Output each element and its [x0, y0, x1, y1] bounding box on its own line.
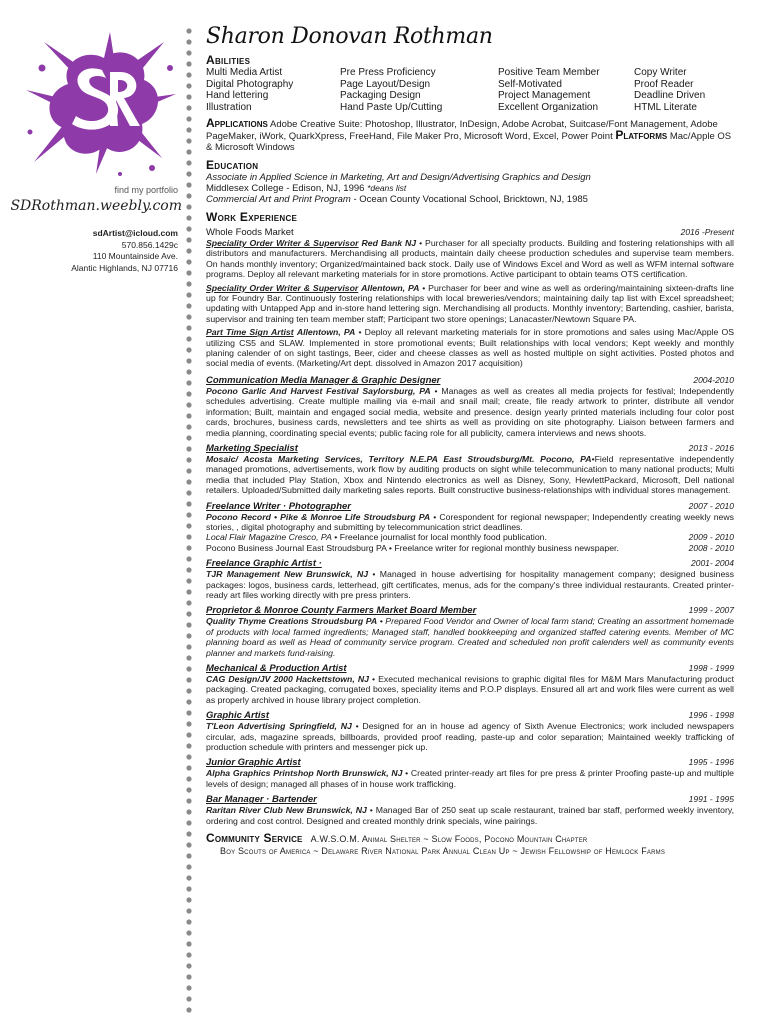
divider-dot	[186, 490, 191, 495]
divider-dot	[186, 303, 191, 308]
job-dates: 2001- 2004	[690, 558, 734, 569]
job-dates: 1999 - 2007	[688, 605, 734, 616]
job-dates: 2004-2010	[693, 374, 734, 385]
job-entry	[206, 757, 734, 789]
divider-dot	[186, 919, 191, 924]
divider-dot	[186, 61, 191, 66]
divider-dot	[186, 105, 191, 110]
job-dates: 1995 - 1996	[688, 757, 734, 768]
divider-dot	[186, 699, 191, 704]
ability-item: Page Layout/Design	[340, 78, 431, 90]
job-employer: Pocono Record • Pike & Monroe Life Stroudsburg PA	[206, 511, 431, 522]
divider-dot	[186, 996, 191, 1001]
applications-title: Applications	[206, 116, 268, 130]
ability-item: Positive Team Member	[498, 67, 600, 78]
email-address[interactable]: sdArtist@icloud.com	[92, 228, 178, 238]
divider-dot	[186, 160, 191, 165]
city-address: Alantic Highlands, NJ 07716	[71, 262, 178, 273]
job-title: Graphic Artist	[206, 710, 269, 722]
divider-dot	[186, 600, 191, 605]
divider-dot	[186, 50, 191, 55]
job-sub-line	[206, 532, 734, 542]
portfolio-link[interactable]: SDRothman.weebly.com	[10, 198, 182, 214]
community-section	[206, 832, 734, 857]
role-location: Allentown, PA	[361, 282, 420, 293]
job-role	[206, 283, 734, 325]
education-honor: *deans list	[367, 183, 407, 193]
abilities-title: Abilities	[206, 53, 251, 67]
role-location: Allentown, PA	[296, 327, 356, 338]
job-employer: Alpha Graphics Printshop North Brunswick, NJ	[206, 768, 403, 779]
divider-dot	[186, 974, 191, 979]
divider-dot	[186, 787, 191, 792]
job-title: Marketing Specialist	[206, 442, 298, 454]
divider-dot	[186, 644, 191, 649]
community-line-1: A.W.S.O.M. Animal Shelter ~ Slow Foods, Pocono Mountain Chapter	[310, 834, 588, 845]
divider-dot	[186, 468, 191, 473]
divider-dot	[186, 952, 191, 957]
job-title: Bar Manager · Bartender	[206, 794, 317, 806]
divider-dot	[186, 116, 191, 121]
divider-dot	[186, 633, 191, 638]
divider-dot	[186, 732, 191, 737]
role-location: Red Bank NJ	[361, 238, 417, 248]
job-entry	[206, 794, 734, 826]
divider-dot	[186, 853, 191, 858]
job-entry	[206, 558, 734, 600]
job-text: • Corespondent for regional newspaper; Independently creating weekly news stories, , digital photography and submitting by telecommunication strict deadlines.	[206, 511, 734, 532]
divider-dot	[186, 39, 191, 44]
platforms-text: Mac/Apple OS & Microsoft Windows	[206, 131, 732, 153]
divider-dot	[186, 875, 191, 880]
education-school	[206, 183, 734, 194]
divider-dot	[186, 897, 191, 902]
job-description	[206, 386, 734, 438]
street-address: 110 Mountainside Ave.	[92, 251, 178, 261]
role-text: • Deploy all relevant marketing materials for in store promotions and sales using Mac/Apple OS utilizing CS5 and SLAW. Implemented in store promotional events; Built relationships with local vendors; Kept weekly and monthly planing calender of on sight tastings, Beer, cider and cheese classes as well as hosted multiple on sight activities. Posted photos and social media of events. (Marketing/Art dept. dissolved in Amazon 2017 acquisition)	[206, 327, 734, 369]
divider-dot	[186, 710, 191, 715]
divider-dot	[186, 127, 191, 132]
divider-dot	[186, 369, 191, 374]
divider-dot	[186, 512, 191, 517]
divider-dot	[186, 1007, 191, 1012]
divider-dot	[186, 809, 191, 814]
phone-number: 570.856.1429c	[121, 239, 178, 250]
divider-dot	[186, 754, 191, 759]
job-role	[206, 238, 734, 280]
divider-dot	[186, 589, 191, 594]
divider-dot	[186, 578, 191, 583]
divider-dot	[186, 842, 191, 847]
ability-item: Proof Reader	[634, 78, 694, 90]
job-description	[206, 721, 734, 752]
divider-dot	[186, 336, 191, 341]
job-title: Freelance Writer · Photographer	[206, 500, 351, 512]
divider-dot	[186, 820, 191, 825]
job-title: Junior Graphic Artist	[206, 757, 301, 769]
role-text: • Purchaser for all specialty products. Building and fostering relationships with all distributors and manufacturers. Merchandising all products, maintain daily cheese production schedules and supervise team members. On hands monthly inventory; Organized/maintained back stock. Daily use of Windows Excel and Word as well as WFM internal software programs. Deploy all relevant marketing materials for in store promotions. Active participant to obtain teams OTS certification.	[206, 238, 734, 280]
job-text: •Field representative independently managed promotions, advertisements, work flow by auditing products on sight while telecommunication to many national products; Multi media that included Play Station, Xbox and Nintendo electronics as well as Disney, Sony, HewlettPackard, Microsoft, Dell national retailers. Uploaded/Submitted daily marketing sales reports. Built constructive business-relationships with individual stores management.	[206, 453, 734, 496]
divider-dot	[186, 864, 191, 869]
job-employer: Raritan River Club New Brunswick, NJ	[206, 805, 367, 816]
job-dates: 2009 - 2010	[688, 532, 734, 543]
divider-dot	[186, 831, 191, 836]
job-role	[206, 327, 734, 369]
divider-dot	[186, 325, 191, 330]
job-entry	[206, 663, 734, 705]
divider-dot	[186, 886, 191, 891]
job-entry	[206, 443, 734, 496]
job-text: • Managed Bar of 250 seat up scale restaurant, trained bar staff, performed weekly inventory, ordering and cost control. Designed and created monthly drink specials, wine pairings.	[206, 805, 734, 826]
job-title: Communication Media Manager & Graphic Designer	[206, 374, 441, 386]
divider-dot	[186, 743, 191, 748]
divider-dot	[186, 985, 191, 990]
ability-item: Pre Press Proficiency	[340, 67, 436, 78]
divider-dot	[186, 281, 191, 286]
resume-main	[206, 24, 734, 857]
resume-name: Sharon Donovan Rothman	[206, 24, 493, 49]
job-employer: CAG Design/JV 2000 Hackettstown, NJ	[206, 674, 369, 684]
job-title: Freelance Graphic Artist ·	[206, 558, 322, 570]
job-dates: 1998 - 1999	[688, 663, 734, 673]
role-title: Speciality Order Writer & Supervisor	[206, 282, 359, 293]
ability-item: Copy Writer	[634, 67, 687, 78]
divider-dot	[186, 138, 191, 143]
education-degree: Associate in Applied Science in Marketing, Art and Design/Advertising Graphics and Design	[206, 172, 591, 183]
job-employer: Local Flair Magazine Cresco, PA	[206, 532, 332, 543]
job-description	[206, 616, 734, 658]
applications-section	[206, 118, 734, 153]
divider-dot	[186, 424, 191, 429]
divider-dot	[186, 193, 191, 198]
divider-dot	[186, 941, 191, 946]
job-dates: 1996 - 1998	[688, 710, 734, 721]
divider-dot	[186, 457, 191, 462]
job-employer: T'Leon Advertising Springfield, NJ	[206, 721, 352, 732]
community-line-2: Boy Scouts of America ~ Delaware River National Park Annual Clean Up ~ Jewish Fellowship of Hemlock Farms	[220, 846, 666, 857]
divider-dot	[186, 908, 191, 913]
role-title: Part Time Sign Artist	[206, 327, 294, 338]
job-employer: Mosaic/ Acosta Marketing Services, Territory N.E.PA East Stroudsburg/Mt. Pocono, PA	[206, 453, 592, 464]
job-employer: Pocono Business Journal East Stroudsburg PA	[206, 542, 387, 553]
divider-dot	[186, 798, 191, 803]
divider-dot	[186, 567, 191, 572]
ability-item: Digital Photography	[206, 78, 294, 90]
divider-dot	[186, 611, 191, 616]
ability-item: Project Management	[498, 90, 591, 101]
ability-item: Excellent Organization	[498, 101, 599, 113]
job-text: • Executed mechanical revisions to graphic digital files for M&M Mars Manufacturing product packaging. Created packaging, corrugated boxes, speciality items and P.O.P displays. Ensured all art and work files were current as well as properly archived in house library project completion.	[206, 674, 734, 705]
job-entry	[206, 710, 734, 752]
job-description	[206, 512, 734, 533]
work-title: Work Experience	[206, 210, 298, 224]
job-title: Mechanical & Production Artist	[206, 663, 347, 674]
divider-dot	[186, 182, 191, 187]
sr-logo	[24, 28, 176, 178]
job-entry	[206, 605, 734, 658]
divider-dot	[186, 72, 191, 77]
job-description	[206, 569, 734, 600]
divider-dot	[186, 314, 191, 319]
job-text: • Managed in house advertising for hospitality management company; designed business packages: logos, business cards, letterhead, gift certificates, menus, ads for the company's three individual restaurants. Created printer-ready art files working directly with pre press printers.	[206, 569, 734, 600]
ability-item: Multi Media Artist	[206, 67, 283, 78]
job-title: Proprietor & Monroe County Farmers Market Board Member	[206, 605, 477, 617]
divider-dot	[186, 83, 191, 88]
job-entry	[206, 375, 734, 438]
ability-item: Packaging Design	[340, 90, 421, 101]
education-program-name: Commercial Art and Print Program	[206, 194, 351, 205]
divider-dot	[186, 226, 191, 231]
divider-dot	[186, 237, 191, 242]
job-sub-line	[206, 543, 734, 553]
platforms-title: Platforms	[615, 128, 668, 142]
education-program	[206, 194, 734, 205]
divider-dot	[186, 413, 191, 418]
divider-dot	[186, 545, 191, 550]
divider-dot	[186, 28, 191, 33]
ability-item: Hand Paste Up/Cutting	[340, 101, 443, 113]
ability-item: Illustration	[206, 101, 252, 113]
community-title: Community Service	[206, 831, 303, 846]
job-dates: 2016 -Present	[680, 227, 734, 237]
divider-dot	[186, 501, 191, 506]
job-text: • Designed for an in house ad agency of Sixth Avenue Electronics; work included newspapers circular, ads, magazine spreads, billboards, provided proof reading, paste-up and color separation; Maintained weekly trafficking of production schedule with printers and messenger pick up.	[206, 721, 735, 753]
role-text: • Purchaser for beer and wine as well as ordering/maintaining sixteen-drafts line up for Foundry Bar. Continuously fostering relationships with local breweries/vendors; maintaining daily tap list with Excel spreadsheet; updating with Untapped App and in-store hand lettering sign. Merchandising all products. Monthly inventory; Bartending, cashier, barista, supervisor and training ten team member staff; Participant two store openings; Lanacaster/Newtown Square PA.	[206, 282, 734, 324]
job-text: • Manages as well as creates all media projects for festival; Independently schedules advertising. Create multiple mailing via e-mail and snail mail; create, file ready artwork to printer, distribute all vendor information; Built, maintain and engaged social media, website and presence. design yearly printed materials including four color post cards, brochures, business cards, newsletters and tee shirts as well as providing on site photography. Liaison between farmers and media planning, coordinating special events; public facing role for all publicity, camera interviews and news shoots.	[206, 385, 734, 438]
applications-text: Adobe Creative Suite: Photoshop, Illustrator, InDesign, Adobe Acrobat, Suitcase/Font Management, Adobe PageMaker, iWork, QuarkXpress, FreeHand, File Maker Pro, Microsoft Word, Excel, Power Point	[206, 119, 718, 142]
role-title: Speciality Order Writer & Supervisor	[206, 238, 359, 248]
job-entry	[206, 501, 734, 554]
job-employer: TJR Management New Brunswick, NJ	[206, 569, 369, 580]
divider-dot	[186, 391, 191, 396]
portfolio-label: find my portfolio	[114, 185, 178, 195]
divider-dot	[186, 358, 191, 363]
job-company: Whole Foods Market	[206, 227, 294, 238]
divider-dot	[186, 204, 191, 209]
divider-dot	[186, 930, 191, 935]
divider-dot	[186, 149, 191, 154]
job-description	[206, 805, 734, 826]
divider-dot	[186, 963, 191, 968]
ability-item: Self-Motivated	[498, 78, 562, 90]
job-dates: 2008 - 2010	[688, 542, 734, 553]
job-dates: 1991 - 1995	[688, 794, 734, 805]
divider-dot	[186, 523, 191, 528]
divider-dot	[186, 446, 191, 451]
divider-dot	[186, 270, 191, 275]
divider-dot	[186, 380, 191, 385]
job-description	[206, 454, 734, 496]
job-description	[206, 768, 734, 789]
job-employer: Quality Thyme Creations Stroudsburg PA	[206, 616, 378, 627]
job-text: • Prepared Food Vendor and Owner of local farm stand; Creating an assortment homemade of products with local farmed ingredients; Managed staff, handled bookkeeping and organized staffed catering events. Member of MC planning board as well as Head of community service program. Created and scheduled non profit calenders well as community events planner and markets fund-raising.	[206, 616, 734, 658]
job-text: • Freelance journalist for local monthly food publication.	[331, 532, 547, 543]
divider-dot	[186, 479, 191, 484]
divider-dot	[186, 776, 191, 781]
divider-dot	[186, 655, 191, 660]
divider-dot	[186, 622, 191, 627]
divider-dot	[186, 259, 191, 264]
divider-dot	[186, 94, 191, 99]
divider-dot	[186, 435, 191, 440]
ability-item: HTML Literate	[634, 101, 697, 113]
job-text: • Freelance writer for regional monthly business newspaper.	[386, 542, 619, 553]
divider-dot	[186, 171, 191, 176]
divider-dot	[186, 721, 191, 726]
divider-dot	[186, 248, 191, 253]
divider-dot	[186, 666, 191, 671]
education-school-name: Middlesex College - Edison, NJ, 1996	[206, 183, 365, 194]
divider-dot	[186, 765, 191, 770]
divider-dot	[186, 534, 191, 539]
job-employer: Pocono Garlic And Harvest Festival Saylorsburg, PA	[206, 385, 431, 396]
ability-item: Deadline Driven	[634, 90, 706, 101]
job-text: • Created printer-ready art files for pre press & printer Proofing paste-up and multiple levels of design; managed all phases of in house work trafficking.	[206, 768, 735, 789]
education-title: Education	[206, 158, 259, 172]
job-dates: 2007 - 2010	[688, 500, 734, 511]
divider-dot	[186, 215, 191, 220]
job-dates: 2013 - 2016	[688, 442, 734, 453]
divider-dot	[186, 688, 191, 693]
divider-dot	[186, 556, 191, 561]
ability-item: Hand lettering	[206, 90, 269, 101]
job-entry	[206, 227, 734, 369]
contact-block	[0, 228, 178, 274]
dotted-divider	[184, 26, 194, 1016]
divider-dot	[186, 347, 191, 352]
job-description	[206, 674, 734, 705]
divider-dot	[186, 677, 191, 682]
divider-dot	[186, 292, 191, 297]
education-program-school: - Ocean County Vocational School, Bricktown, NJ, 1985	[350, 194, 588, 205]
divider-dot	[186, 402, 191, 407]
abilities-grid	[206, 67, 734, 113]
